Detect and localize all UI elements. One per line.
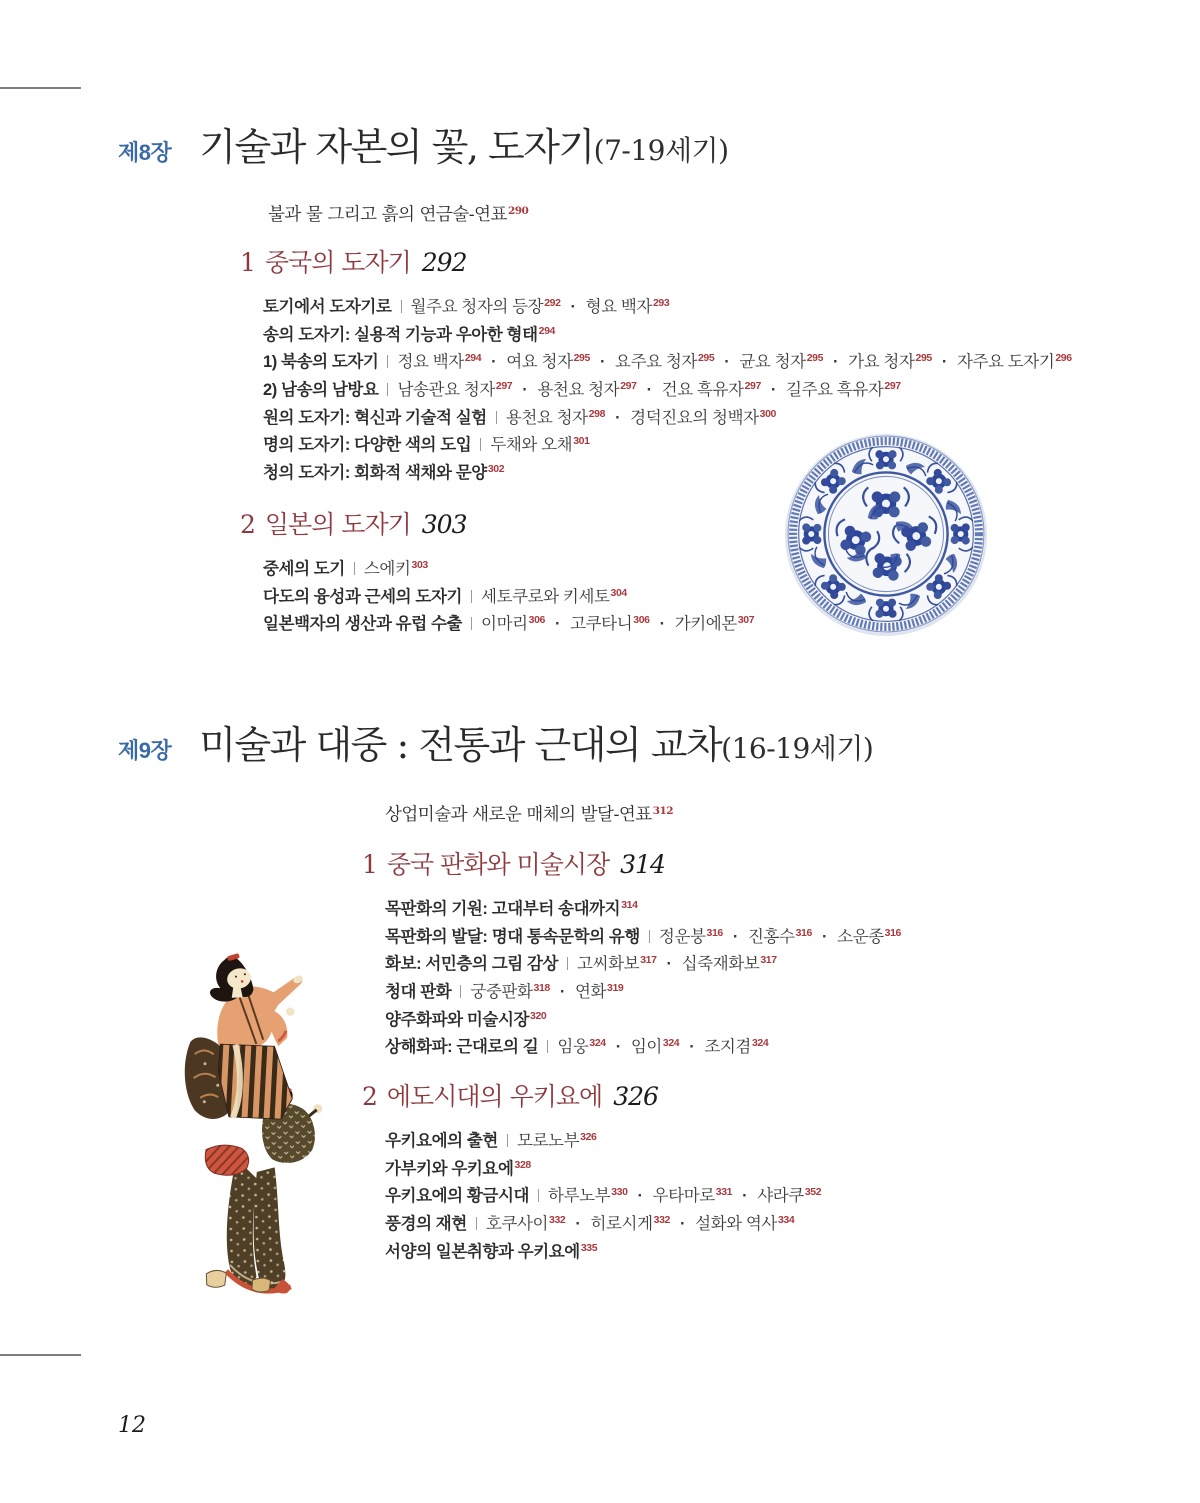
item-segment-text: 십죽재화보 [681, 955, 760, 974]
item-segment-text: 하루노부 [548, 1187, 611, 1206]
divider-bar [547, 1040, 548, 1053]
item-segment-text: 형요 백자 [585, 298, 652, 316]
section-page-number: 292 [421, 248, 467, 277]
item-lead-text: 양주화파와 미술시장 [385, 1010, 530, 1029]
bullet-separator: · [679, 1215, 686, 1234]
page-ref-superscript: 324 [751, 1037, 769, 1050]
page-ref-superscript: 297 [495, 380, 513, 393]
section-number: 2 [362, 1082, 377, 1111]
divider-bar [471, 617, 472, 630]
bullet-separator: · [666, 955, 672, 974]
section-item-list [362, 895, 901, 1061]
page-ref-superscript: 294 [464, 352, 482, 365]
section-page-number: 314 [620, 850, 665, 879]
divider-bar [567, 957, 568, 970]
item-segment-text: 경덕진요의 청백자 [630, 408, 759, 427]
item-segment-text: 건요 흑유자 [661, 381, 744, 400]
divider-bar [471, 590, 472, 603]
item-segment-text: 남송관요 청자 [397, 381, 495, 400]
item-lead-text: 원의 도자기: 혁신과 기술적 실험 [263, 408, 487, 427]
bullet-separator: · [821, 927, 828, 946]
page-ref-superscript: 324 [589, 1037, 606, 1050]
item-lead-text: 명의 도자기: 다양한 색의 도입 [263, 436, 472, 455]
toc-item [263, 583, 754, 611]
item-lead-text: 상해화파: 근대로의 길 [385, 1038, 539, 1057]
toc-item [385, 950, 901, 978]
divider-bar [476, 1217, 477, 1230]
item-segment-text: 샤라쿠 [757, 1187, 804, 1206]
bullet-separator: · [742, 1187, 748, 1206]
bullet-separator: · [941, 353, 947, 372]
bottom-left-rule [0, 1354, 81, 1356]
section-title: 중국 판화와 미술시장 [386, 850, 610, 879]
toc-section [240, 505, 754, 638]
item-segment-text: 히로시게 [590, 1215, 653, 1234]
page-ref-superscript: 316 [884, 926, 901, 939]
item-lead-text: 우키요에의 출현 [385, 1132, 498, 1150]
item-segment-text: 요주요 청자 [615, 353, 697, 372]
bullet-separator: · [659, 615, 665, 634]
item-segment-text: 자주요 도자기 [956, 353, 1055, 372]
section-page-number: 326 [613, 1082, 658, 1111]
item-segment-text: 소운종 [837, 927, 884, 946]
toc-item [263, 348, 1072, 376]
item-lead-text: 목판화의 발달: 명대 통속문학의 유행 [385, 927, 640, 946]
section-heading [362, 845, 901, 881]
page-ref-superscript: 290 [507, 205, 529, 217]
bullet-separator: · [570, 298, 576, 316]
page-ref-superscript: 314 [621, 899, 638, 911]
page-ref-superscript: 318 [533, 982, 550, 995]
section-number: 2 [240, 510, 255, 539]
section-title: 에도시대의 우키요에 [386, 1082, 603, 1111]
bullet-separator: · [689, 1038, 695, 1057]
toc-item [263, 404, 1072, 432]
page-ref-superscript: 295 [915, 352, 932, 365]
item-segment-text: 연화 [574, 983, 607, 1002]
chapter-heading [118, 116, 729, 171]
chapter-period: (16-19세기) [721, 732, 874, 765]
section-page-number: 303 [421, 510, 467, 539]
page-ref-superscript: 300 [759, 407, 776, 420]
bullet-separator: · [732, 927, 738, 946]
page-ref-superscript: 297 [620, 380, 637, 393]
divider-bar [387, 383, 388, 396]
page-ref-superscript: 334 [777, 1214, 795, 1227]
chapter-intro-line: 불과 물 그리고 흙의 연금술-연표$^{290}$ [268, 205, 529, 225]
page-ref-superscript: 303 [411, 559, 428, 571]
item-lead-text: 화보: 서민층의 그림 감상 [385, 955, 559, 974]
page-ref-superscript: 330 [611, 1186, 628, 1199]
page-ref-superscript: 326 [580, 1131, 597, 1143]
bullet-separator: · [575, 1215, 581, 1234]
item-lead-text: 가부키와 우키요에 [385, 1159, 514, 1178]
item-lead-text: 풍경의 재현 [385, 1215, 467, 1234]
item-segment-text: 궁중판화 [470, 983, 533, 1002]
section-title: 일본의 도자기 [264, 510, 411, 539]
divider-bar [387, 355, 388, 368]
section-heading [240, 505, 754, 541]
top-left-rule [0, 87, 81, 89]
porcelain-plate-image [783, 430, 989, 638]
page-ref-superscript: 320 [530, 1009, 547, 1022]
section-heading [240, 243, 1072, 279]
item-segment-text: 진홍수 [747, 927, 795, 946]
item-segment-text: 조지겸 [704, 1038, 751, 1057]
section-number: 1 [362, 850, 377, 879]
item-lead-text: 2) 남송의 남방요 [263, 381, 379, 400]
page-ref-superscript: 324 [662, 1037, 680, 1050]
toc-item [385, 1127, 821, 1155]
toc-item [385, 1210, 821, 1238]
bullet-separator: · [599, 353, 606, 372]
section-item-list [240, 555, 754, 638]
page-ref-superscript: 306 [633, 614, 650, 627]
page-ref-superscript: 316 [795, 926, 812, 939]
page-number: 12 [118, 1413, 146, 1438]
bullet-separator: · [615, 408, 621, 427]
toc-section [362, 1077, 821, 1265]
page-ref-superscript: 297 [744, 380, 761, 393]
item-segment-text: 고씨화보 [577, 955, 640, 974]
bullet-separator: · [646, 381, 652, 400]
chapter-number-label: 제8장 [118, 140, 172, 165]
page-ref-superscript: 295 [806, 352, 824, 365]
page-ref-superscript: 331 [715, 1186, 733, 1199]
bullet-separator: · [491, 353, 497, 372]
item-lead-text: 목판화의 기원: 고대부터 송대까지 [385, 900, 621, 918]
item-segment-text: 스에키 [363, 560, 411, 578]
section-number: 1 [240, 248, 255, 277]
page-ref-superscript: 293 [652, 297, 670, 309]
item-segment-text: 정운붕 [658, 927, 706, 946]
toc-item [385, 978, 901, 1006]
item-lead-text: 청의 도자기: 회화적 색채와 문양 [263, 464, 487, 483]
item-segment-text: 용천요 청자 [537, 381, 620, 400]
toc-item [385, 1182, 821, 1210]
page-ref-superscript: 332 [653, 1214, 670, 1227]
page-ref-superscript: 307 [737, 614, 755, 627]
toc-item [263, 610, 754, 638]
bullet-separator: · [615, 1038, 621, 1057]
item-segment-text: 고쿠타니 [570, 615, 633, 634]
item-segment-text: 길주요 흑유자 [786, 381, 884, 400]
divider-bar [401, 300, 402, 313]
toc-item [385, 1033, 901, 1061]
chapter-number-label: 제9장 [118, 738, 172, 763]
page-ref-superscript: 295 [573, 352, 590, 365]
page-ref-superscript: 317 [760, 954, 777, 967]
item-segment-text: 임웅 [557, 1038, 589, 1057]
page-ref-superscript: 298 [588, 407, 606, 420]
page-ref-superscript: 319 [607, 982, 624, 995]
item-lead-text: 송의 도자기: 실용적 기능과 우아한 형태 [263, 325, 538, 344]
toc-item [385, 1155, 821, 1183]
item-segment-text: 월주요 청자의 등장 [410, 298, 544, 316]
item-lead-text: 우키요에의 황금시대 [385, 1187, 530, 1206]
item-segment-text: 임이 [630, 1038, 662, 1057]
toc-item [385, 895, 901, 923]
page-ref-superscript: 292 [544, 297, 561, 309]
item-lead-text: 다도의 융성과 근세의 도자기 [263, 587, 463, 606]
toc-item [385, 1238, 821, 1266]
divider-bar [507, 1134, 508, 1147]
bullet-separator: · [637, 1187, 643, 1206]
item-segment-text: 균요 청자 [739, 353, 806, 372]
page-ref-superscript: 316 [706, 926, 723, 939]
bullet-separator: · [833, 353, 839, 372]
page-ref-superscript: 352 [804, 1186, 822, 1199]
toc-item [385, 923, 901, 951]
item-segment-text: 우타마로 [652, 1187, 715, 1206]
item-lead-text: 일본백자의 생산과 유럽 수출 [263, 615, 463, 634]
page-ref-superscript: 304 [610, 586, 627, 599]
page-ref-superscript: 295 [697, 352, 715, 365]
section-heading [362, 1077, 821, 1113]
toc-item [263, 321, 1072, 349]
chapter-title: 미술과 대중 : 전통과 근대의 교차(16-19세기) [199, 723, 874, 767]
bullet-separator: · [522, 381, 528, 400]
item-lead-text: 중세의 도기 [263, 560, 345, 578]
bullet-separator: · [770, 381, 776, 400]
toc-item [385, 1006, 901, 1034]
page-ref-superscript: 294 [538, 324, 555, 337]
section-item-list [362, 1127, 821, 1265]
page-ref-superscript: 317 [640, 954, 657, 967]
divider-bar [649, 930, 650, 943]
ukiyoe-figure-image [184, 950, 326, 1302]
item-lead-text: 청대 판화 [385, 983, 452, 1002]
item-segment-text: 세토쿠로와 키세토 [481, 587, 610, 606]
item-segment-text: 가키에몬 [674, 615, 737, 634]
divider-bar [496, 411, 497, 424]
item-segment-text: 이마리 [481, 615, 528, 634]
section-title: 중국의 도자기 [264, 248, 411, 277]
item-segment-text: 모로노부 [516, 1132, 580, 1150]
page-ref-superscript: 297 [884, 380, 901, 393]
item-segment-text: 여요 청자 [506, 353, 573, 372]
page-ref-superscript: 332 [549, 1214, 566, 1227]
page-ref-superscript: 328 [514, 1158, 531, 1171]
bullet-separator: · [724, 353, 730, 372]
chapter-title: 기술과 자본의 꽃, 도자기(7-19세기) [199, 125, 729, 169]
page-ref-superscript: 312 [652, 805, 674, 817]
toc-item [263, 555, 754, 583]
divider-bar [354, 562, 355, 575]
item-segment-text: 호쿠사이 [485, 1215, 549, 1234]
divider-bar [538, 1189, 539, 1202]
item-segment-text: 용천요 청자 [505, 408, 588, 427]
bullet-separator: · [554, 615, 561, 634]
item-lead-text: 토기에서 도자기로 [263, 298, 392, 316]
item-segment-text: 정요 백자 [397, 353, 464, 372]
toc-item [263, 293, 1072, 321]
divider-bar [460, 985, 461, 998]
page-ref-superscript: 302 [487, 463, 505, 476]
divider-bar [480, 438, 481, 451]
bullet-separator: · [559, 983, 565, 1002]
page-ref-superscript: 306 [528, 614, 545, 627]
item-segment-text: 가요 청자 [848, 353, 915, 372]
item-segment-text: 설화와 역사 [695, 1215, 777, 1234]
item-lead-text: 1) 북송의 도자기 [263, 353, 379, 372]
page-ref-superscript: 335 [580, 1241, 598, 1254]
toc-item [263, 376, 1072, 404]
item-lead-text: 서양의 일본취향과 우키요에 [385, 1242, 580, 1261]
page-ref-superscript: 301 [573, 435, 590, 448]
chapter-heading [118, 714, 873, 769]
toc-section [362, 845, 901, 1061]
chapter-intro-line: 상업미술과 새로운 매체의 발달-연표$^{312}$ [385, 805, 674, 825]
item-segment-text: 두채와 오채 [490, 436, 573, 455]
page-ref-superscript: 296 [1055, 352, 1072, 365]
chapter-period: (7-19세기) [593, 134, 729, 167]
